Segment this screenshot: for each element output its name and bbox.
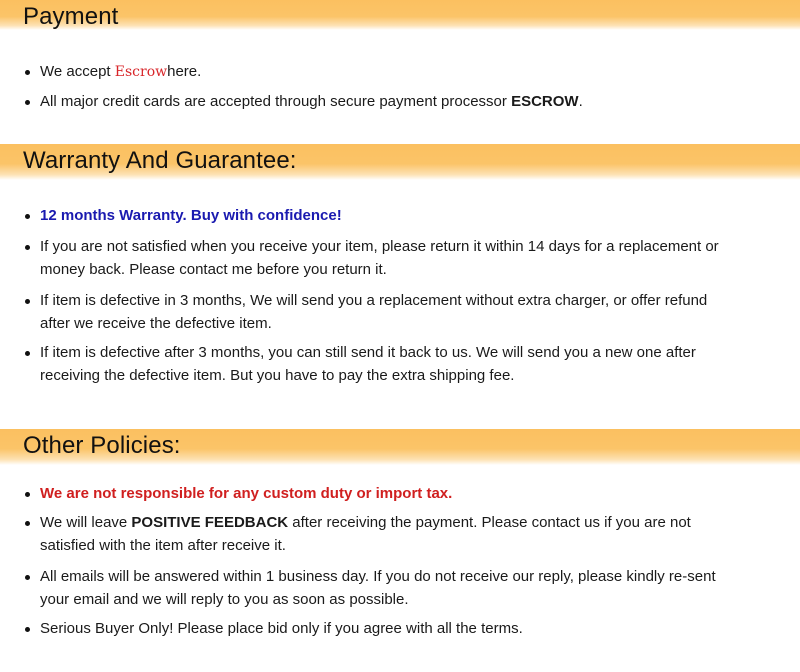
list-item: If item is defective in 3 months, We will send you a replacement without extra charger, or offer refund after we receive the defective item. [40, 289, 730, 335]
list-item: We accept Escrowhere. [40, 60, 730, 84]
list-item: We are not responsible for any custom duty or import tax. [40, 482, 730, 505]
payment-title: Payment [23, 3, 119, 30]
list-item: All emails will be answered within 1 business day. If you do not receive our reply, please kindly re-sent your email and we will reply to you as soon as possible. [40, 565, 730, 611]
list-item: If item is defective after 3 months, you can still send it back to us. We will send you a new one after receiving the defective item. But you have to pay the extra shipping fee. [40, 341, 730, 387]
list-item: If you are not satisfied when you receive your item, please return it within 14 days for a replacement or money back. Please contact me before you return it. [40, 235, 730, 281]
list-item: 12 months Warranty. Buy with confidence! [40, 204, 730, 227]
list-item: All major credit cards are accepted through secure payment processor ESCROW. [40, 90, 730, 113]
payment-header [0, 0, 800, 30]
list-item: We will leave POSITIVE FEEDBACK after receiving the payment. Please contact us if you are not satisfied with the item after receive it. [40, 511, 730, 557]
list-item: Serious Buyer Only! Please place bid only if you agree with all the terms. [40, 617, 730, 640]
policies-header [0, 429, 800, 465]
escrow-logo-text: Escrow [114, 64, 168, 80]
policies-title: Other Policies: [23, 432, 181, 459]
warranty-header [0, 144, 800, 180]
warranty-title: Warranty And Guarantee: [23, 147, 297, 174]
